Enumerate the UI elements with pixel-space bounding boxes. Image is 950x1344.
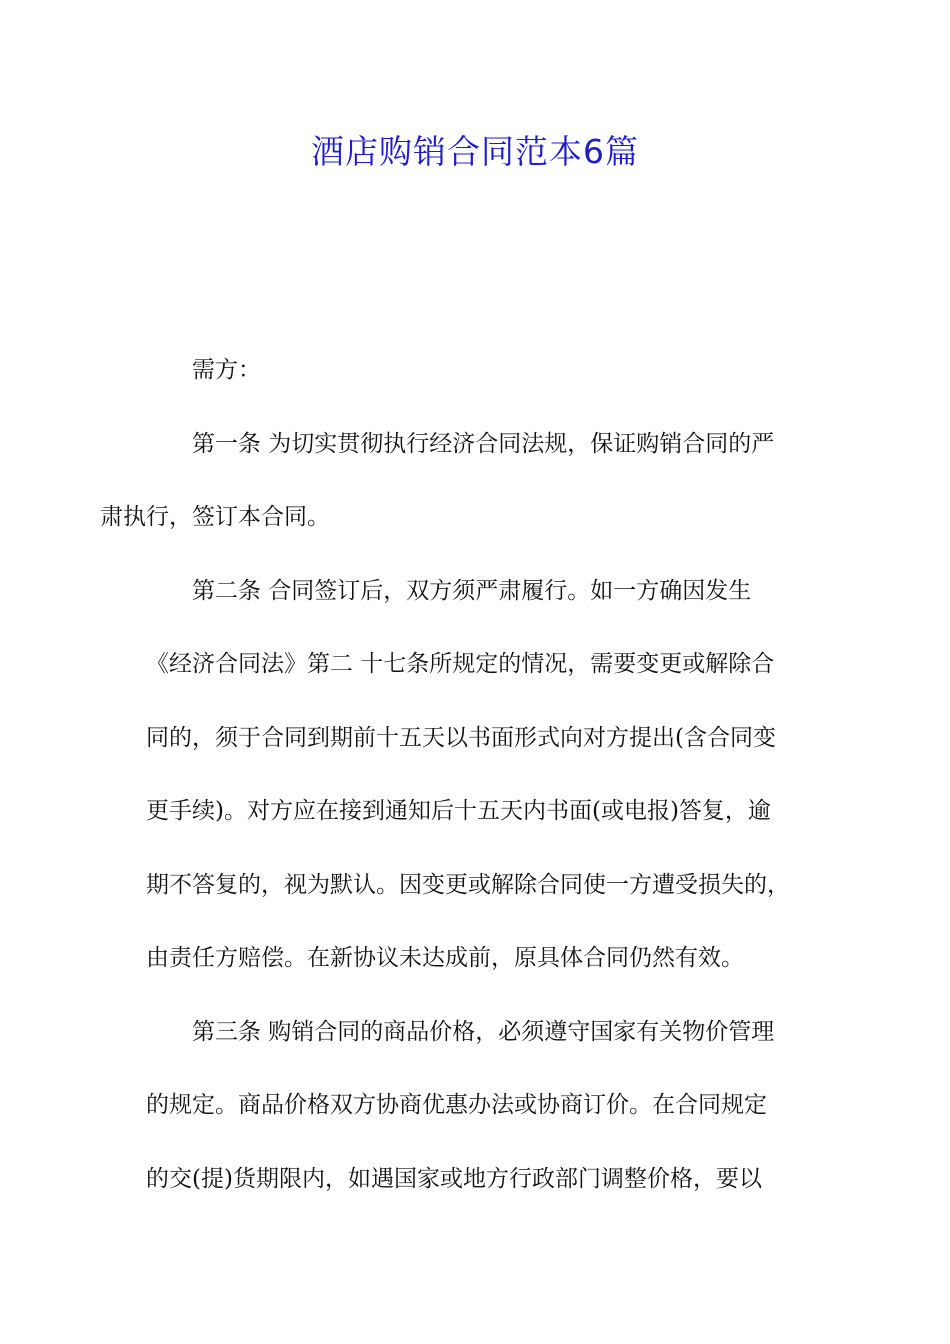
document-title: 酒店购销合同范本6篇 — [311, 132, 639, 171]
document-body — [100, 334, 810, 1216]
paragraph-article-3 — [146, 996, 810, 1217]
paragraph-demander — [146, 334, 810, 408]
text-line: 由责任方赔偿。在新协议未达成前，原具体合同仍然有效。 — [146, 945, 744, 971]
text-line: 第一条 为切实贯彻执行经济合同法规，保证购销合同的严 — [192, 430, 775, 457]
paragraph-article-1 — [100, 408, 810, 555]
text-line: 更手续)。对方应在接到通知后十五天内书面(或电报)答复，逾 — [146, 798, 771, 824]
text-line: 第二条 合同签订后，双方须严肃履行。如一方确因发生 — [192, 577, 752, 604]
text-line: 的规定。商品价格双方协商优惠办法或协商订价。在合同规定 — [146, 1092, 767, 1118]
text-line: 肃执行，签订本合同。 — [100, 504, 330, 530]
text-line: 需方： — [192, 357, 261, 383]
text-line: 同的，须于合同到期前十五天以书面形式向对方提出(含合同变 — [146, 724, 776, 751]
text-line: 《经济合同法》第二 十七条所规定的情况，需要变更或解除合 — [146, 651, 775, 677]
text-line: 期不答复的，视为默认。因变更或解除合同使一方遭受损失的， — [146, 871, 790, 898]
paragraph-article-2 — [146, 555, 810, 996]
text-line: 第三条 购销合同的商品价格，必须遵守国家有关物价管理 — [192, 1018, 775, 1045]
text-line: 的交(提)货期限内，如遇国家或地方行政部门调整价格，要以 — [146, 1165, 762, 1192]
